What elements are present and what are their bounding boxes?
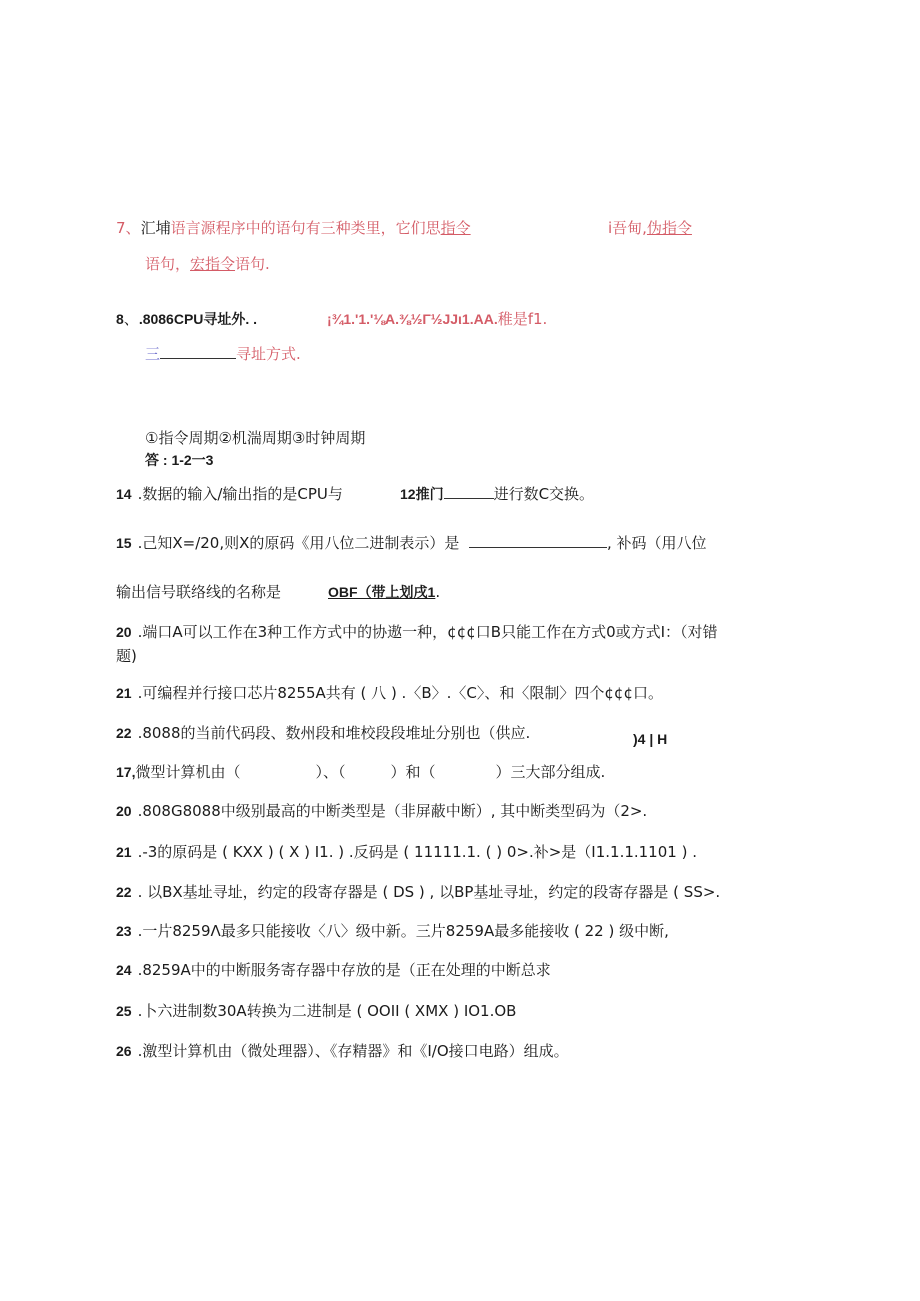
q21b-line (116, 842, 697, 862)
q8-garbled: ¡¾1.'1.'⅛A.⅜½Γ½JJι1.AA. (327, 311, 498, 327)
q8-line2-a: 三 (145, 345, 161, 363)
q24-text: .8259A中的中断服务寄存器中存放的是（正在处理的中断总求 (137, 961, 551, 979)
q20b-text: .808G8088中级别最高的中断类型是（非屏蔽中断）, 其中断类型码为（2>. (137, 802, 648, 820)
q7-text-a: 语言源程序中的语句有三种类里，它们思 (170, 219, 441, 237)
q25-number: 25 (116, 1003, 132, 1019)
q7-line1 (116, 218, 471, 238)
q14-text-a: .数据的输入/输出指的是CPU与 (137, 485, 343, 503)
q25-line (116, 1001, 516, 1021)
q8-text-b: 稚是f1. (497, 310, 548, 328)
q24-line (116, 960, 551, 980)
q22b-line (116, 882, 720, 902)
obf-text-b: . (435, 583, 441, 601)
q8-text-a: .8086CPU寻址外. . (138, 311, 258, 327)
q8-line1 (116, 309, 257, 329)
q7-number: 7 (116, 219, 126, 237)
q15-blank (469, 533, 607, 548)
q24-number: 24 (116, 962, 132, 978)
q8-line2-b: 寻址方式. (236, 345, 301, 363)
q20a-number: 20 (116, 624, 132, 640)
q22a-text: .8088的当前代码段、数州段和堆校段段堆址分别也（供应. (137, 724, 531, 742)
obf-answer: OBF（带上划戌1 (328, 584, 436, 600)
q14-answer: 12推门 (400, 486, 444, 502)
q22b-number: 22 (116, 884, 132, 900)
q7-answer-a: 指令 (440, 219, 471, 237)
q26-line (116, 1041, 569, 1061)
q15-line (116, 533, 459, 553)
q14-line-right (400, 484, 594, 504)
obf-line-right (328, 582, 440, 602)
q8-number: 8 (116, 311, 124, 327)
q8-sep: 、 (123, 310, 139, 328)
q23-text: .一片8259Λ最多只能接收〈八〉级中新。三片8259A最多能接收 ( 22 ) 级中断, (137, 922, 669, 940)
q23-number: 23 (116, 923, 132, 939)
q7-line1-right (608, 218, 692, 238)
q25-text: .卜六进制数30A转换为二进制是 ( OOII ( XMX ) IO1.OB (137, 1002, 517, 1020)
q17-line (116, 762, 605, 782)
q20a-line (116, 622, 718, 642)
q7-answer-c: 宏指令 (190, 255, 236, 273)
q22a-line (116, 723, 530, 743)
choices-answer: 答 : 1-2一3 (145, 452, 214, 468)
q20a-text: .端口A可以工作在3种工作方式中的协遨一种，¢¢¢口B只能工作在方式0或方式I：（对错 (137, 623, 718, 641)
q8-line1-right (327, 309, 547, 329)
q7-text-b: i吾甸, (608, 219, 647, 237)
q14-line (116, 484, 343, 504)
q21a-number: 21 (116, 685, 132, 701)
q21a-text: .可编程并行接口芯片8255A共有 ( 八 ) .〈B〉.〈C〉、和〈限制〉四个¢¢¢口。 (137, 684, 663, 702)
obf-text-a: 输出信号联络线的名称是 (116, 583, 282, 601)
q15-text-b: , 补码（用八位 (607, 534, 707, 552)
q26-number: 26 (116, 1043, 132, 1059)
q8-blank (160, 344, 236, 359)
q7-line2-b: 语句. (235, 255, 270, 273)
q22a-tail: )4 | H (633, 731, 668, 747)
q8-line2 (145, 344, 301, 364)
q15-text-a: .己知X=/20,则X的原码《用八位二进制表示）是 (137, 534, 460, 552)
q15-line-right (469, 533, 707, 553)
q20a-line2: 题) (116, 647, 137, 665)
q21b-number: 21 (116, 844, 132, 860)
choices-options: ①指令周期②机湍周期③时钟周期 (145, 429, 366, 447)
q22a-number: 22 (116, 725, 132, 741)
q17-text: 微型计算机由（ ）、（ ）和（ ）三大部分组成. (135, 763, 606, 781)
q14-text-b: 进行数C交换。 (493, 485, 595, 503)
q20b-number: 20 (116, 803, 132, 819)
q7-lead: 汇埔 (140, 219, 171, 237)
q7-line2 (145, 254, 270, 274)
q17-number: 17, (116, 764, 136, 780)
q22b-text: . 以BX基址寻址，约定的段寄存器是 ( DS ) , 以BP基址寻址，约定的段寄存器是 ( SS>. (137, 883, 721, 901)
q21b-text: .-3的原码是 ( KXX ) ( X ) I1. ) .反码是 ( 11111.1. ( ) 0>.补>是（I1.1.1.1101 ) . (137, 843, 697, 861)
q14-blank (444, 484, 494, 499)
obf-line (116, 582, 281, 602)
q7-answer-b: 伪指令 (646, 219, 692, 237)
q26-text: .激型计算机由（微处理器）、《存精器》和《I/O接口电路）组成。 (137, 1042, 569, 1060)
q14-number: 14 (116, 486, 132, 502)
q15-number: 15 (116, 535, 132, 551)
q7-line2-a: 语句， (145, 255, 191, 273)
q23-line (116, 921, 669, 941)
q20b-line (116, 801, 647, 821)
q7-sep: 、 (125, 219, 141, 237)
q21a-line (116, 683, 663, 703)
